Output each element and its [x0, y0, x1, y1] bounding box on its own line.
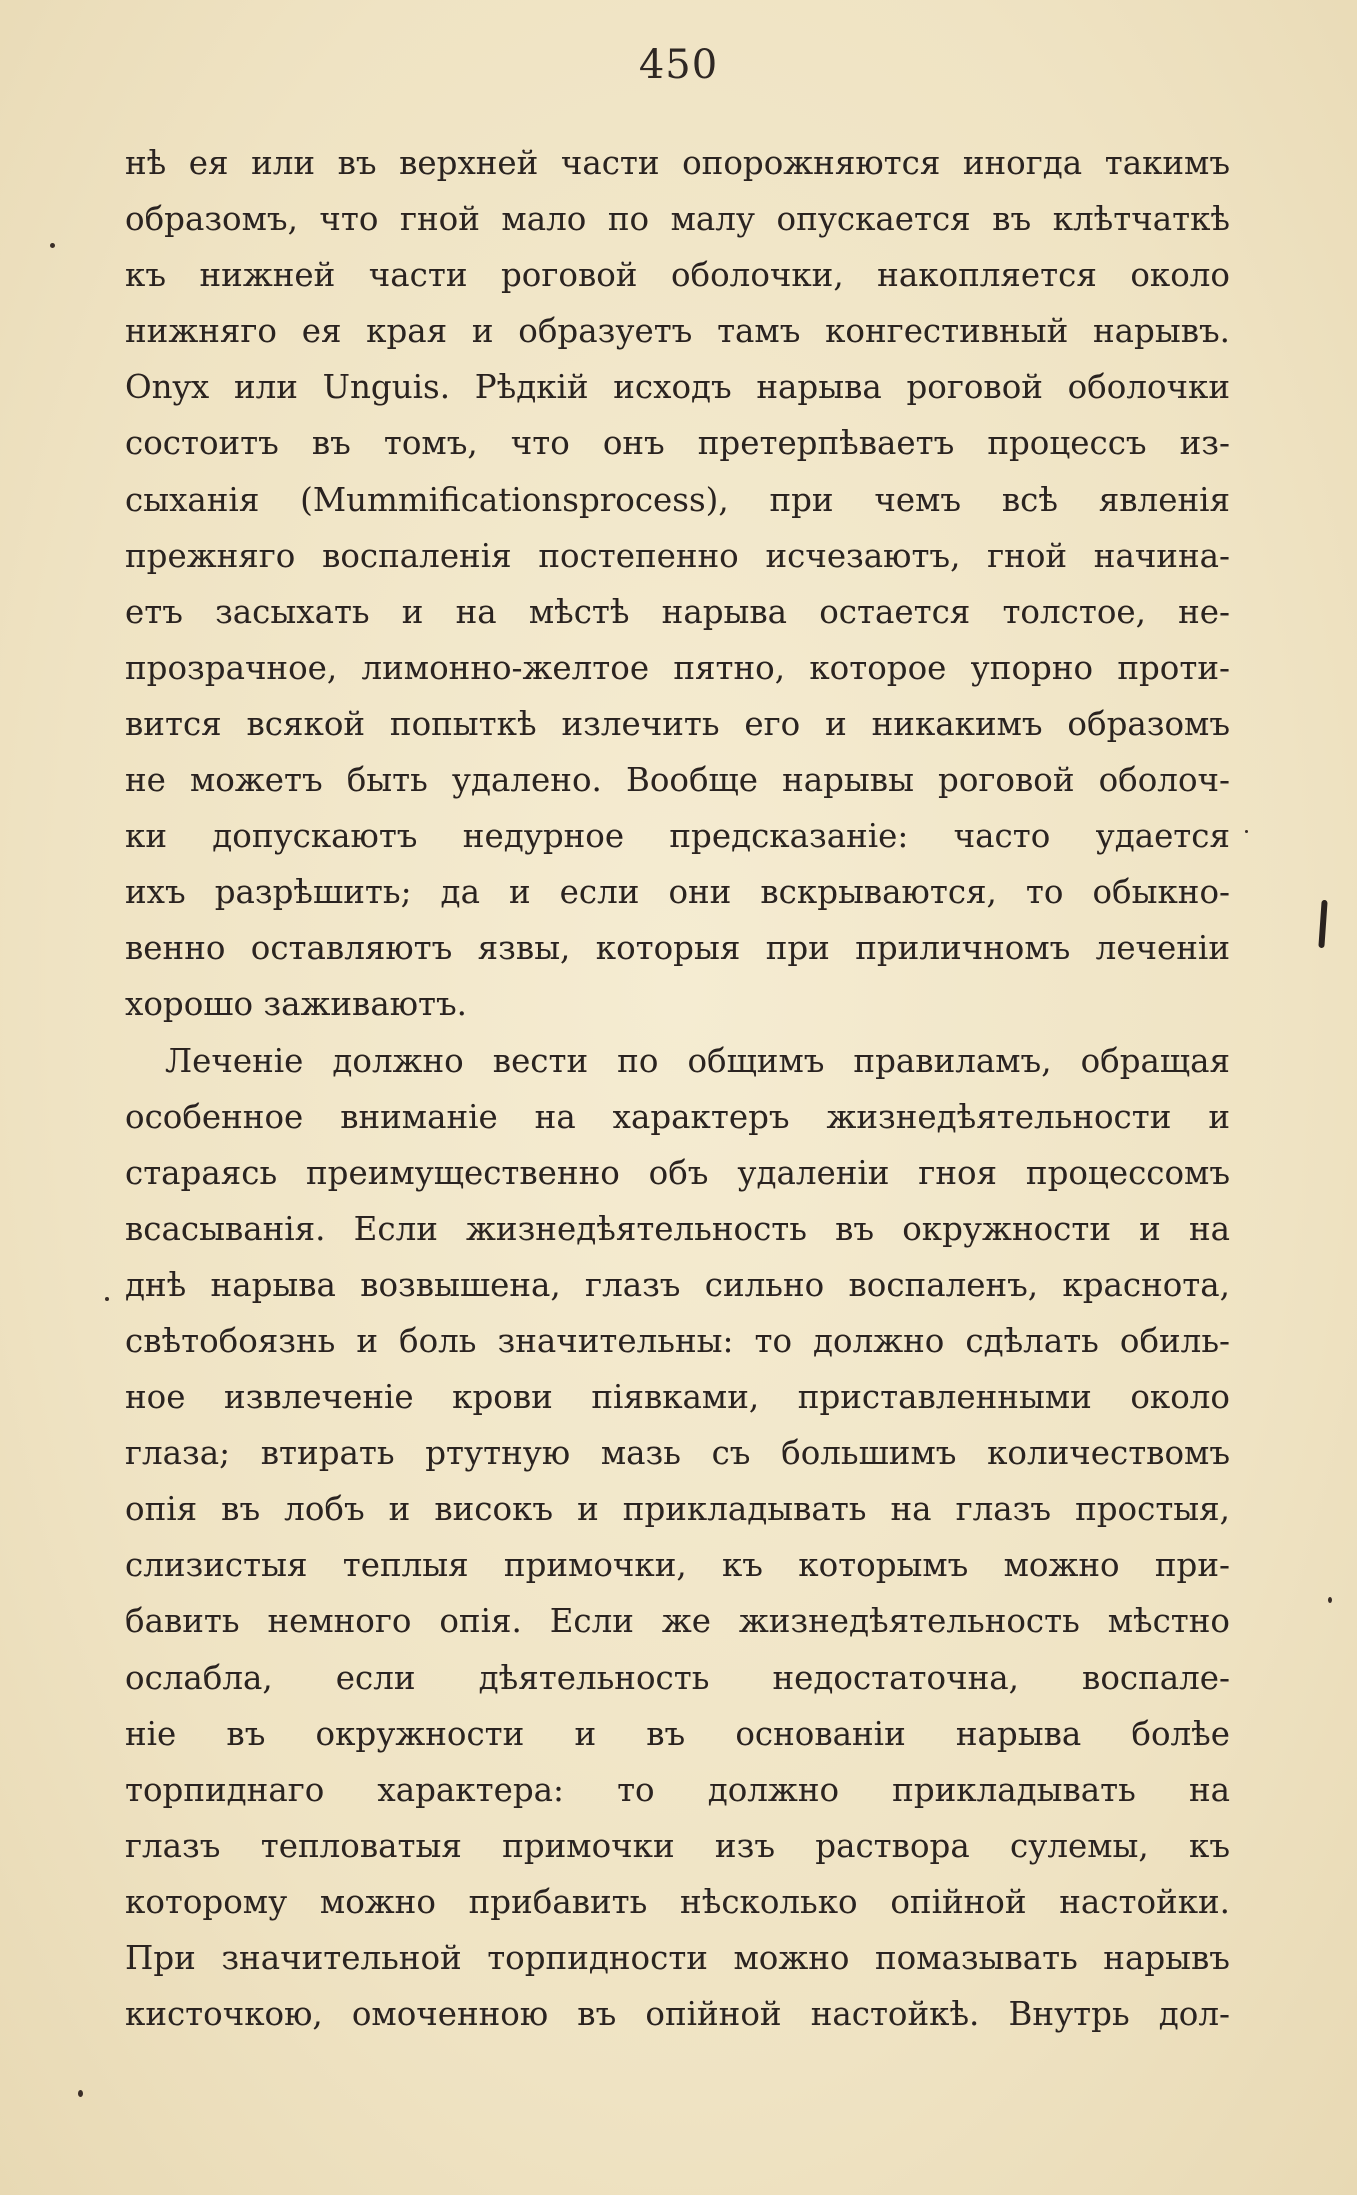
text-line: Леченіе должно вести по общимъ правиламъ, обращая: [165, 1041, 1230, 1080]
text-line: торпиднаго характера: то должно прикладывать на: [125, 1770, 1230, 1809]
ink-speck: [78, 2090, 83, 2097]
text-line: прежняго воспаленія постепенно исчезаютъ, гной начина-: [125, 536, 1230, 575]
ink-speck: [105, 1297, 109, 1301]
text-line: свѣтобоязнь и боль значительны: то должно сдѣлать обиль-: [125, 1321, 1230, 1360]
text-line: вится всякой попыткѣ излечить его и никакимъ образомъ: [125, 704, 1230, 743]
text-line: опія въ лобъ и високъ и прикладывать на глазъ простыя,: [125, 1490, 1230, 1529]
text-line: етъ засыхать и на мѣстѣ нарыва остается толстое, не-: [125, 592, 1230, 631]
text-line: венно оставляютъ язвы, которыя при приличномъ леченіи: [125, 929, 1230, 968]
margin-ink-mark: [1318, 900, 1327, 948]
text-line: не можетъ быть удалено. Вообще нарывы роговой оболоч-: [125, 761, 1230, 800]
text-line: нижняго ея края и образуетъ тамъ конгестивный нарывъ.: [125, 312, 1230, 351]
text-line: образомъ, что гной мало по малу опускается въ клѣтчаткѣ: [125, 200, 1230, 239]
text-line: При значительной торпидности можно помазывать нарывъ: [125, 1939, 1230, 1977]
text-line: стараясь преимущественно объ удаленіи гноя процессомъ: [125, 1153, 1230, 1192]
ink-speck: [1245, 830, 1248, 833]
text-line: состоитъ въ томъ, что онъ претерпѣваетъ процессъ из-: [125, 424, 1230, 463]
ink-speck: [50, 243, 55, 248]
text-line: прозрачное, лимонно-желтое пятно, которое упорно проти-: [125, 648, 1230, 687]
text-line: глаза; втирать ртутную мазь съ большимъ количествомъ: [125, 1434, 1230, 1473]
text-line: глазъ тепловатыя примочки изъ раствора сулемы, къ: [125, 1826, 1230, 1865]
text-line: ное извлеченіе крови піявками, приставленными около: [125, 1378, 1230, 1417]
body-text: [125, 135, 1230, 2042]
text-line: слизистыя теплыя примочки, къ которымъ можно при-: [125, 1546, 1230, 1585]
paragraph-1: [125, 135, 1230, 1033]
paragraph-2: [125, 1033, 1230, 2043]
text-line: бавить немного опія. Если же жизнедѣятельность мѣстно: [125, 1602, 1230, 1641]
text-line: ихъ разрѣшить; да и если они вскрываются, то обыкно-: [125, 873, 1230, 912]
text-line: нѣ ея или въ верхней части опорожняются иногда такимъ: [125, 144, 1230, 182]
text-line: кисточкою, омоченною въ опійной настойкѣ. Внутрь дол-: [125, 1995, 1230, 2034]
text-line: Onyx или Unguis. Рѣдкій исходъ нарыва роговой оболочки: [125, 368, 1230, 407]
text-line: ніе въ окружности и въ основаніи нарыва болѣе: [125, 1714, 1230, 1753]
text-line: ослабла, если дѣятельность недостаточна, воспале-: [125, 1658, 1230, 1697]
text-line: къ нижней части роговой оболочки, накопляется около: [125, 256, 1230, 295]
text-line: сыханія (Mummificationsprocess), при чемъ всѣ явленія: [125, 480, 1230, 519]
text-line: ки допускаютъ недурное предсказаніе: часто удается: [125, 817, 1230, 856]
text-line: особенное вниманіе на характеръ жизнедѣятельности и: [125, 1097, 1230, 1136]
page-number: 450: [638, 42, 719, 88]
text-line: всасыванія. Если жизнедѣятельность въ окружности и на: [125, 1209, 1230, 1248]
text-line: которому можно прибавить нѣсколько опійной настойки.: [125, 1882, 1230, 1921]
text-line: хорошо заживаютъ.: [125, 985, 467, 1024]
ink-speck: [1328, 1597, 1332, 1603]
text-line: днѣ нарыва возвышена, глазъ сильно воспаленъ, краснота,: [125, 1265, 1230, 1304]
